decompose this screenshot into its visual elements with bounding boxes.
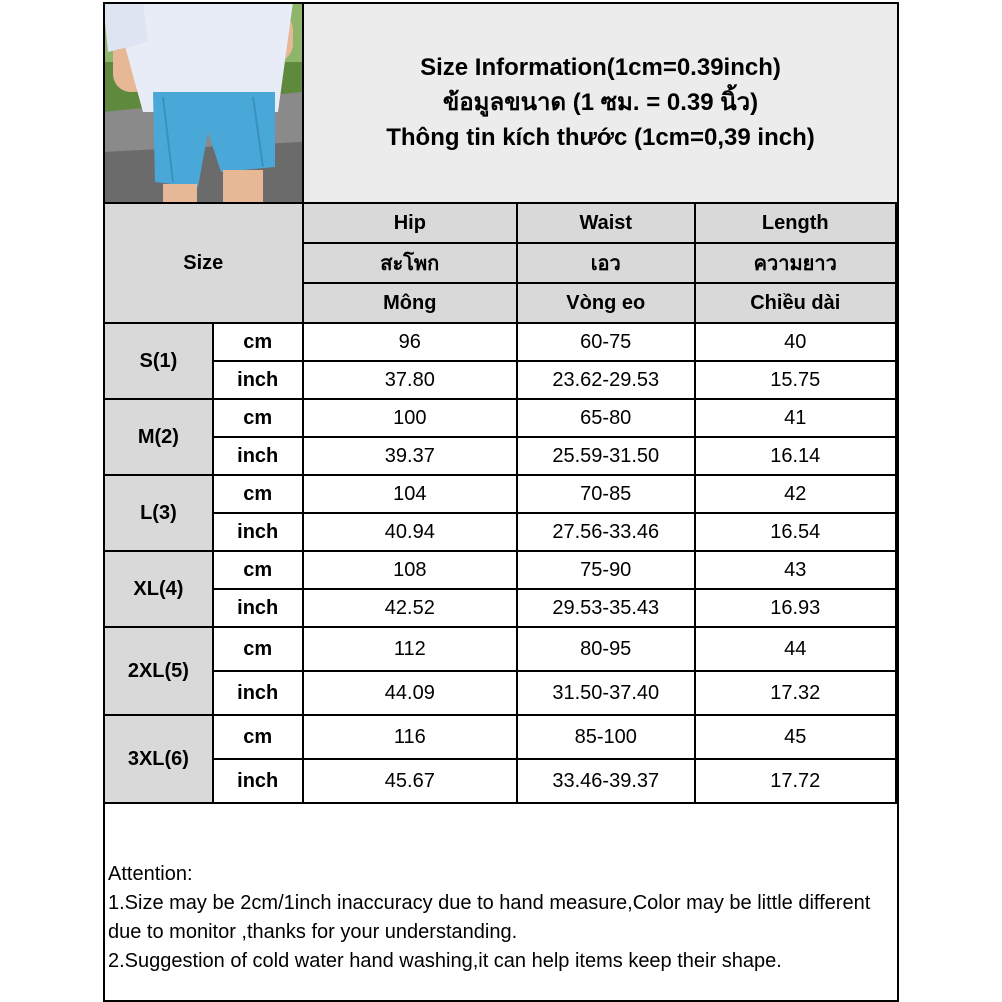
hip-inch: 42.52 [303, 589, 517, 627]
attention-note-2: 2.Suggestion of cold water hand washing,it can help items keep their shape. [108, 950, 782, 972]
length-cm: 42 [695, 475, 897, 513]
length-cm: 45 [695, 715, 897, 759]
waist-cm: 85-100 [517, 715, 695, 759]
unit-cm: cm [213, 551, 303, 589]
attention-note-1: 1.Size may be 2cm/1inch inaccuracy due to hand measure,Color may be little different due to monitor ,thanks for your understanding. [108, 892, 871, 943]
waist-inch: 23.62-29.53 [517, 361, 695, 399]
hip-cm: 100 [303, 399, 517, 437]
length-inch: 16.93 [695, 589, 897, 627]
waist-inch: 29.53-35.43 [517, 589, 695, 627]
length-inch: 17.32 [695, 671, 897, 715]
hip-cm: 112 [303, 627, 517, 671]
unit-cm: cm [213, 715, 303, 759]
size-label: 3XL(6) [104, 715, 213, 803]
unit-inch: inch [213, 513, 303, 551]
hip-header-th: สะโพก [303, 243, 517, 283]
size-label: XL(4) [104, 551, 213, 627]
length-header-vi: Chiều dài [695, 283, 897, 323]
unit-cm: cm [213, 399, 303, 437]
length-header-en: Length [695, 203, 897, 243]
sheet-border [103, 2, 899, 1002]
waist-cm: 75-90 [517, 551, 695, 589]
size-label: 2XL(5) [104, 627, 213, 715]
size-label: L(3) [104, 475, 213, 551]
length-inch: 17.72 [695, 759, 897, 803]
hip-header-en: Hip [303, 203, 517, 243]
waist-cm: 80-95 [517, 627, 695, 671]
hip-inch: 44.09 [303, 671, 517, 715]
waist-inch: 31.50-37.40 [517, 671, 695, 715]
length-header-th: ความยาว [695, 243, 897, 283]
title-thai: ข้อมูลขนาด (1 ซม. = 0.39 นิ้ว) [442, 88, 759, 116]
waist-cm: 65-80 [517, 399, 695, 437]
size-column-header: Size [104, 203, 303, 323]
hip-cm: 96 [303, 323, 517, 361]
length-cm: 40 [695, 323, 897, 361]
hip-inch: 45.67 [303, 759, 517, 803]
hip-inch: 40.94 [303, 513, 517, 551]
hip-header-vi: Mông [303, 283, 517, 323]
unit-inch: inch [213, 361, 303, 399]
waist-inch: 25.59-31.50 [517, 437, 695, 475]
hip-cm: 104 [303, 475, 517, 513]
unit-cm: cm [213, 323, 303, 361]
hip-inch: 39.37 [303, 437, 517, 475]
unit-inch: inch [213, 671, 303, 715]
unit-cm: cm [213, 475, 303, 513]
title-vietnamese: Thông tin kích thước (1cm=0,39 inch) [386, 123, 815, 151]
unit-inch: inch [213, 437, 303, 475]
waist-header-en: Waist [517, 203, 695, 243]
size-label: M(2) [104, 399, 213, 475]
hip-cm: 108 [303, 551, 517, 589]
waist-cm: 70-85 [517, 475, 695, 513]
waist-cm: 60-75 [517, 323, 695, 361]
length-inch: 16.14 [695, 437, 897, 475]
hip-cm: 116 [303, 715, 517, 759]
waist-inch: 27.56-33.46 [517, 513, 695, 551]
title-english: Size Information(1cm=0.39inch) [420, 53, 781, 81]
length-cm: 43 [695, 551, 897, 589]
size-label: S(1) [104, 323, 213, 399]
waist-header-th: เอว [517, 243, 695, 283]
unit-inch: inch [213, 759, 303, 803]
hip-inch: 37.80 [303, 361, 517, 399]
length-cm: 41 [695, 399, 897, 437]
attention-heading: Attention: [108, 863, 193, 885]
waist-inch: 33.46-39.37 [517, 759, 695, 803]
length-inch: 16.54 [695, 513, 897, 551]
unit-cm: cm [213, 627, 303, 671]
length-cm: 44 [695, 627, 897, 671]
unit-inch: inch [213, 589, 303, 627]
waist-header-vi: Vòng eo [517, 283, 695, 323]
length-inch: 15.75 [695, 361, 897, 399]
